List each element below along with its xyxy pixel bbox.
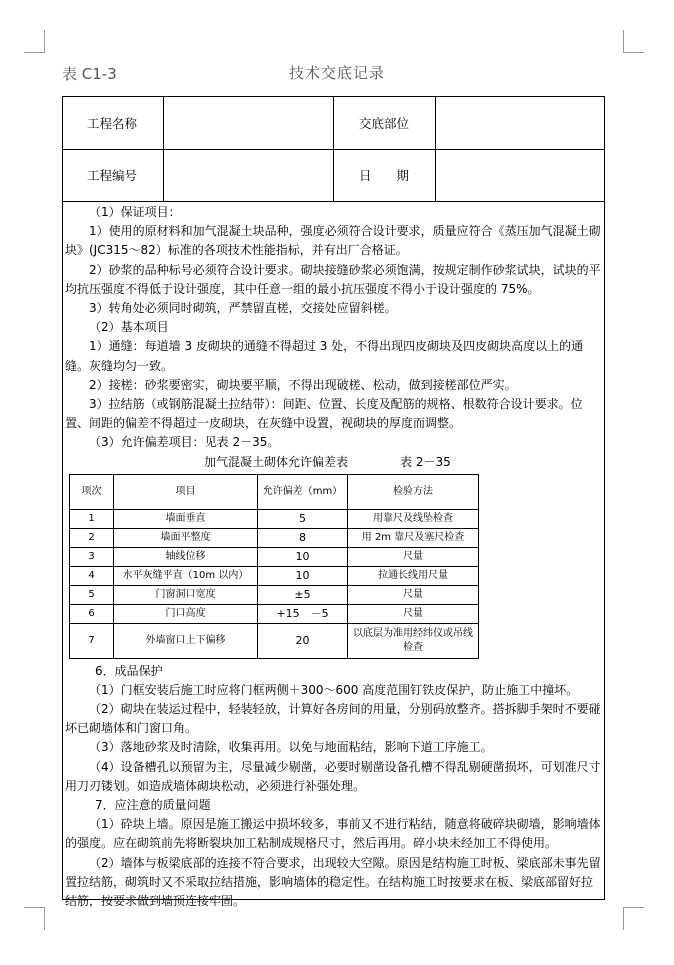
col-header-no: 项次 (70, 474, 114, 509)
deviation-table-number: 表 2－35 (400, 454, 451, 469)
content-paragraph: （3）落地砂浆及时清除，收集再用。以免与地面粘结，影响下道工序施工。 (89, 740, 493, 755)
content-paragraph: 3）转角处必须同时砌筑，严禁留直槎，交接处应留斜槎。 (89, 301, 397, 316)
crop-mark-bottom-right (623, 907, 644, 930)
cell-tolerance: ±5 (258, 585, 348, 604)
table-row (70, 604, 479, 623)
table-row (70, 547, 479, 566)
cell-item: 门口高度 (114, 604, 258, 623)
cell-item: 墙面垂直 (114, 509, 258, 528)
cell-no: 1 (70, 509, 114, 528)
cell-tolerance: 10 (258, 547, 348, 566)
table-row (70, 585, 479, 604)
cell-no: 2 (70, 528, 114, 547)
cell-item: 外墙窗口上下偏移 (114, 623, 258, 658)
content-paragraph: 6．成品保护 (95, 663, 163, 678)
cell-tolerance: 20 (258, 623, 348, 658)
col-divider-1 (163, 97, 164, 201)
content-paragraph: （2）墙体与板梁底部的连接不符合要求，出现较大空隙。原因是结构施工时板、梁底部未事先留置拉结筋，砌筑时又不采取拉结措施，影响墙体的稳定性。在结构施工时按要求在板、梁底部留好拉结筋，按要求做到墙顶连接牢固。 (65, 855, 601, 909)
cell-no: 6 (70, 604, 114, 623)
col-header-item: 项目 (114, 474, 258, 509)
content-section-after-table (65, 662, 603, 912)
cell-method: 用 2m 靠尺及塞尺检查 (348, 528, 479, 547)
header-bottom-divider (63, 201, 604, 202)
cell-method: 用靠尺及线坠检查 (348, 509, 479, 528)
deviation-table-title: 加气混凝土砌体允许偏差表 (204, 454, 349, 469)
col-header-method: 检验方法 (348, 474, 479, 509)
col-divider-2 (333, 97, 334, 201)
col-header-tolerance: 允许偏差（mm） (258, 474, 348, 509)
cell-tolerance: 8 (258, 528, 348, 547)
table-row (70, 566, 479, 585)
content-paragraph: 2）接槎：砂浆要密实，砌块要平顺，不得出现破槎、松动，做到接槎部位严实。 (89, 377, 517, 392)
content-paragraph: 7．应注意的质量问题 (95, 798, 211, 813)
deviation-table-header-row (70, 474, 479, 509)
deviation-table-caption (65, 453, 603, 472)
cell-item: 轴线位移 (114, 547, 258, 566)
cell-item: 墙面平整度 (114, 528, 258, 547)
content-paragraph: （1）保证项目： (89, 205, 181, 219)
date-label: 日 期 (359, 168, 410, 183)
content-paragraph: （1）门框安装后施工时应将门框两侧＋300～600 高度范围钉铁皮保护，防止施工中撞坏。 (89, 682, 579, 697)
part-label: 交底部位 (359, 116, 410, 131)
cell-no: 5 (70, 585, 114, 604)
cell-tolerance: 10 (258, 566, 348, 585)
cell-method: 尺量 (348, 547, 479, 566)
briefing-content (65, 203, 603, 911)
cell-method: 以底层为准用经纬仪或吊线检查 (348, 623, 479, 658)
cell-method: 拉通长线用尺量 (348, 566, 479, 585)
cell-tolerance: +15 －5 (258, 604, 348, 623)
content-paragraph: （2）基本项目 (89, 320, 169, 335)
page-title: 技术交底记录 (288, 64, 385, 82)
cell-no: 3 (70, 547, 114, 566)
table-row (70, 509, 479, 528)
cell-no: 4 (70, 566, 114, 585)
record-frame (62, 96, 605, 909)
crop-mark-bottom-left (24, 907, 45, 930)
table-row (70, 623, 479, 658)
content-paragraph: 3）拉结筋（或钢筋混凝土拉结带）：间距、位置、长度及配筋的规格、根数符合设计要求。位置、间距的偏差不得超过一皮砌块，在灰缝中设置，视砌块的厚度而调整。 (65, 397, 583, 431)
content-section-before-table (65, 203, 603, 453)
project-no-label: 工程编号 (87, 168, 138, 183)
content-paragraph: 1）通缝：每道墙 3 皮砌块的通缝不得超过 3 处，不得出现四皮砌块及四皮砌块高度以上的通缝。灰缝均匀一致。 (65, 339, 584, 373)
table-row (70, 528, 479, 547)
content-paragraph: 1）使用的原材料和加气混凝土块品种，强度必须符合设计要求，质量应符合《蒸压加气混凝土砌块》(JC315～82）标准的各项技术性能指标，并有出厂合格证。 (65, 224, 601, 258)
content-paragraph: 2）砂浆的品种标号必须符合设计要求。砌块接缝砂浆必须饱满，按规定制作砂浆试块，试块的平均抗压强度不得低于设计强度，其中任意一组的最小抗压强度不得小于设计强度的 75%。 (65, 262, 601, 296)
cell-item: 门窗洞口宽度 (114, 585, 258, 604)
content-paragraph: （4）设备槽孔以预留为主，尽量减少剔凿，必要时剔凿设备孔槽不得乱剔硬凿损坏，可划准尺寸用刀刃镂划。如造成墙体砌块松动，必须进行补强处理。 (65, 759, 601, 793)
content-paragraph: （1）砕块上墙。原因是施工搬运中损坏较多，事前又不进行粘结，随意将破碎块砌墙，影响墙体的强度。应在砌筑前先将断裂块加工粘制成规格尺寸，然后再用。碎小块未经加工不得使用。 (65, 817, 601, 851)
cell-method: 尺量 (348, 604, 479, 623)
cell-no: 7 (70, 623, 114, 658)
crop-mark-top-right (623, 30, 644, 53)
col-divider-3 (435, 97, 436, 201)
content-paragraph: （2）砌块在装运过程中，轻装轻放，计算好各房间的用量，分别码放整齐。搭拆脚手架时不要碰坏已砌墙体和门窗口角。 (65, 702, 601, 736)
content-paragraph: （3）允许偏差项目：见表 2－35。 (89, 435, 280, 450)
project-name-label: 工程名称 (87, 116, 138, 131)
cell-method: 尺量 (348, 585, 479, 604)
form-code: 表 C1-3 (62, 65, 117, 83)
crop-mark-top-left (24, 30, 45, 53)
deviation-table (69, 474, 479, 659)
cell-tolerance: 5 (258, 509, 348, 528)
cell-item: 水平灰缝平直（10m 以内） (114, 566, 258, 585)
